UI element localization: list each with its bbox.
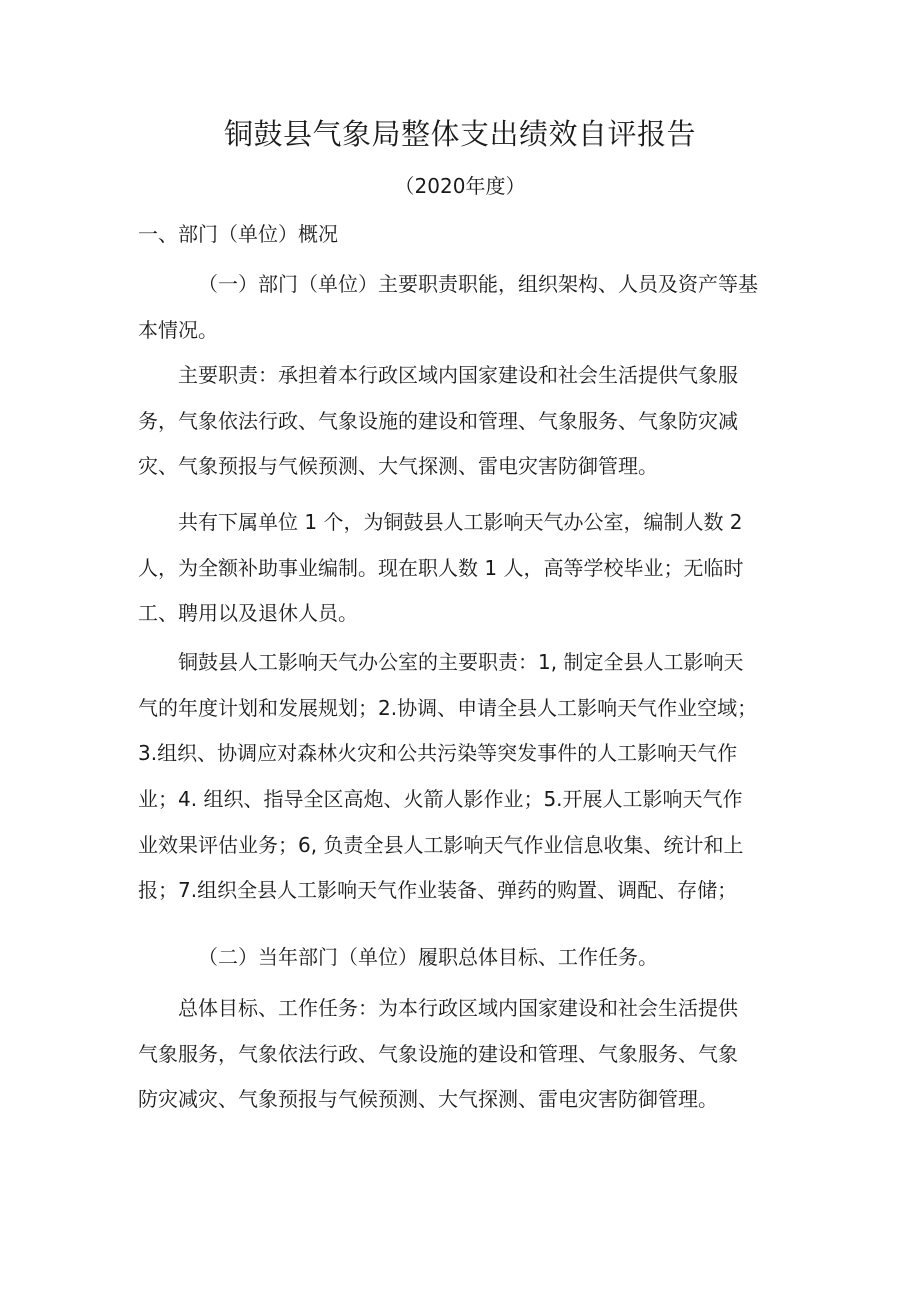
text-line: 业；4. 组织、指导全区高炮、火箭人影作业；5.开展人工影响天气作 <box>138 787 743 812</box>
subheading-duties-structure <box>138 262 792 353</box>
text-line: 工、聘用以及退休人员。 <box>138 601 358 626</box>
text-line: 总体目标、工作任务：为本行政区域内国家建设和社会生活提供 <box>178 996 738 1020</box>
text-line: 人，为全额补助事业编制。现在职人数 1 人，高等学校毕业；无临时 <box>138 555 744 580</box>
text-line: 报；7.组织全县人工影响天气作业装备、弹药的购置、调配、存储； <box>138 878 738 903</box>
subheading-annual-goals <box>138 935 792 981</box>
text-line: 主要职责：承担着本行政区域内国家建设和社会生活提供气象服 <box>178 363 738 387</box>
paragraph-main-duties <box>138 353 792 490</box>
section-heading-overview: 一、部门（单位）概况 <box>138 222 338 246</box>
report-year: （2020年度） <box>394 174 526 198</box>
report-title: 铜鼓县气象局整体支出绩效自评报告 <box>223 117 696 151</box>
text-line: （一）部门（单位）主要职责职能，组织架构、人员及资产等基 <box>198 272 758 296</box>
text-line: 3.组织、协调应对森林火灾和公共污染等突发事件的人工影响天气作 <box>138 741 738 766</box>
paragraph-subordinate-units <box>138 500 792 637</box>
text-line: 共有下属单位 1 个，为铜鼓县人工影响天气办公室，编制人数 2 <box>178 510 743 534</box>
text-line: 气的年度计划和发展规划；2.协调、申请全县人工影响天气作业空域； <box>138 695 758 720</box>
text-line: 铜鼓县人工影响天气办公室的主要职责：1, 制定全县人工影响天 <box>178 650 744 674</box>
text-line: （二）当年部门（单位）履职总体目标、工作任务。 <box>198 945 658 969</box>
text-line: 灾、气象预报与气候预测、大气探测、雷电灾害防御管理。 <box>138 454 658 479</box>
text-line: 本情况。 <box>138 317 218 342</box>
paragraph-weather-office-duties <box>138 640 792 914</box>
paragraph-overall-goals <box>138 986 792 1123</box>
text-line: 防灾减灾、气象预报与气候预测、大气探测、雷电灾害防御管理。 <box>138 1087 718 1112</box>
text-line: 务，气象依法行政、气象设施的建设和管理、气象服务、气象防灾减 <box>138 408 738 433</box>
text-line: 气象服务，气象依法行政、气象设施的建设和管理、气象服务、气象 <box>138 1041 738 1066</box>
text-line: 业效果评估业务；6, 负责全县人工影响天气作业信息收集、统计和上 <box>138 832 744 857</box>
